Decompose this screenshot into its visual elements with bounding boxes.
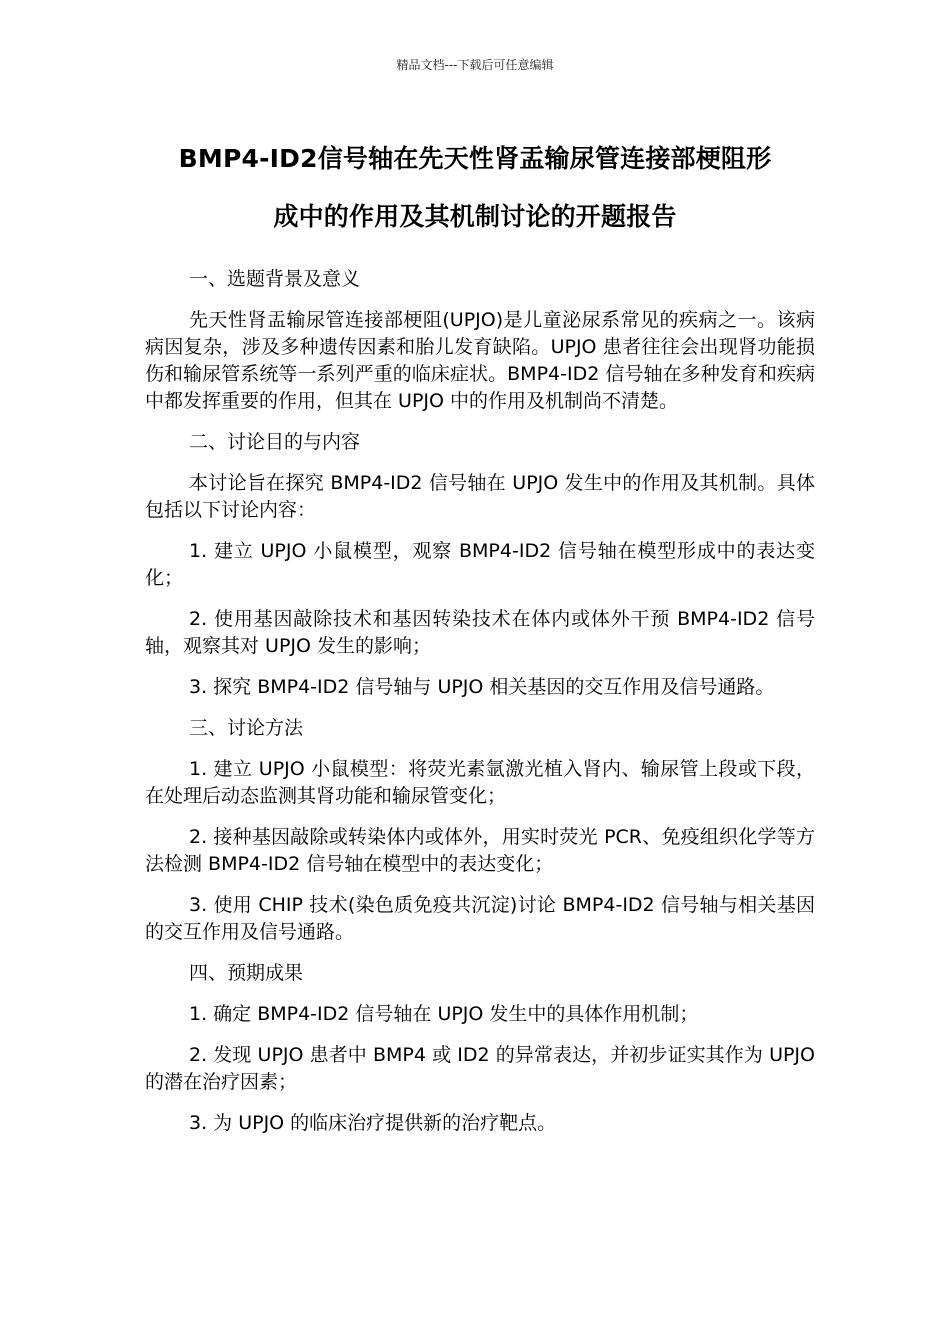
section-heading-background: 一、选题背景及意义 [189, 268, 361, 290]
result-item-2: 2. 发现 UPJO 患者中 BMP4 或 ID2 的异常表达，并初步证实其作为 UPJO 的潜在治疗因素； [145, 1044, 815, 1093]
method-item-2: 2. 接种基因敲除或转染体内或体外，用实时荧光 PCR、免疫组织化学等方法检测 BMP4-ID2 信号轴在模型中的表达变化； [145, 826, 815, 875]
paragraph-background: 先天性肾盂输尿管连接部梗阻(UPJO)是儿童泌尿系常见的疾病之一。该病病因复杂，涉及多种遗传因素和胎儿发育缺陷。UPJO 患者往往会出现肾功能损伤和输尿管系统等一系列严重的临床症状。BMP4-ID2 信号轴在多种发育和疾病中都发挥重要的作用，但其在 UPJO 中的作用及机制尚不清楚。 [145, 309, 815, 412]
objective-item-3: 3. 探究 BMP4-ID2 信号轴与 UPJO 相关基因的交互作用及信号通路。 [189, 676, 775, 698]
method-item-1: 1. 建立 UPJO 小鼠模型：将荧光素氩激光植入肾内、输尿管上段或下段，在处理后动态监测其肾功能和输尿管变化； [145, 758, 815, 807]
result-item-3: 3. 为 UPJO 的临床治疗提供新的治疗靶点。 [189, 1112, 557, 1134]
document-title [140, 130, 810, 246]
objective-item-2: 2. 使用基因敲除技术和基因转染技术在体内或体外干预 BMP4-ID2 信号轴，观察其对 UPJO 发生的影响； [145, 608, 815, 657]
section-heading-methods: 三、讨论方法 [189, 717, 304, 739]
objective-item-1: 1. 建立 UPJO 小鼠模型，观察 BMP4-ID2 信号轴在模型形成中的表达变化； [145, 540, 815, 589]
document-body [145, 266, 815, 1151]
title-line-1: BMP4-ID2信号轴在先天性肾盂输尿管连接部梗阻形 [178, 144, 772, 173]
paragraph-objectives: 本讨论旨在探究 BMP4-ID2 信号轴在 UPJO 发生中的作用及其机制。具体包括以下讨论内容： [145, 472, 815, 521]
section-heading-expected-results: 四、预期成果 [189, 962, 304, 984]
result-item-1: 1. 确定 BMP4-ID2 信号轴在 UPJO 发生中的具体作用机制； [189, 1003, 699, 1025]
page-header-note: 精品文档---下载后可任意编辑 [396, 58, 554, 72]
method-item-3: 3. 使用 CHIP 技术(染色质免疫共沉淀)讨论 BMP4-ID2 信号轴与相关基因的交互作用及信号通路。 [145, 894, 815, 943]
section-heading-objectives: 二、讨论目的与内容 [189, 431, 361, 453]
title-line-2: 成中的作用及其机制讨论的开题报告 [273, 202, 677, 231]
